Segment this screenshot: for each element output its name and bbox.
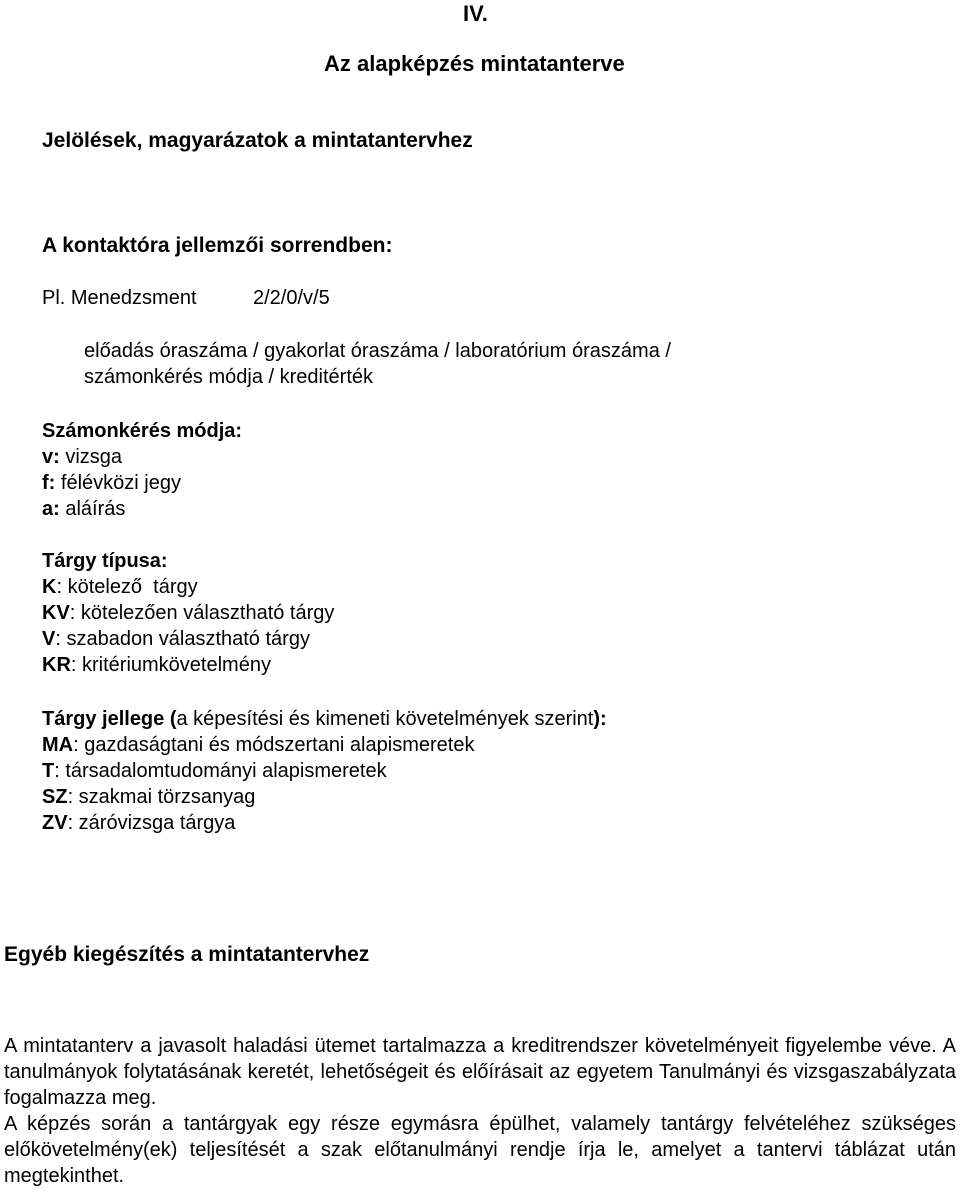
subject-nature-item: SZ: szakmai törzsanyag — [42, 786, 256, 808]
subject-nature-item: T: társadalomtudományi alapismeretek — [42, 760, 387, 782]
subject-type-section — [42, 548, 334, 678]
example-code: 2/2/0/v/5 — [253, 287, 330, 309]
subject-type-item: KV: kötelezően választható tárgy — [42, 602, 335, 624]
explanation-line-2: számonkérés módja / kreditérték — [84, 366, 374, 388]
chapter-number: IV. — [463, 1, 488, 26]
page-title: Az alapképzés mintatanterve — [324, 51, 625, 76]
assessment-section — [42, 418, 242, 522]
example-prefix: Pl. Menedzsment — [42, 287, 197, 309]
supplement-heading: Egyéb kiegészítés a mintatantervhez — [4, 943, 370, 966]
assessment-item: f: félévközi jegy — [42, 472, 181, 494]
subject-type-item: K: kötelező tárgy — [42, 576, 198, 598]
subject-nature-section — [42, 706, 607, 836]
subject-type-item: V: szabadon választható tárgy — [42, 628, 310, 650]
notation-heading: Jelölések, magyarázatok a mintatantervhez — [42, 129, 473, 152]
assessment-heading: Számonkérés módja: — [42, 420, 243, 442]
subject-nature-item: ZV: záróvizsga tárgya — [42, 812, 236, 834]
explanation-line-1: előadás óraszáma / gyakorlat óraszáma / laboratórium óraszáma / — [84, 340, 671, 362]
assessment-item: a: aláírás — [42, 498, 126, 520]
contact-hours-heading: A kontaktóra jellemzői sorrendben: — [42, 234, 393, 257]
subject-type-heading: Tárgy típusa: — [42, 550, 168, 572]
supplement-paragraph-1: A mintatanterv a javasolt haladási ütemet tartalmazza a kreditrendszer követelményeit figyelembe véve. A tanulmányok folytatásának keretét, lehetőségeit és előírásait az egyetem Tanulmányi és vizsgaszabályzata fogalmazza meg. — [4, 1035, 956, 1109]
subject-nature-heading: Tárgy jellege (a képesítési és kimeneti követelmények szerint): — [42, 708, 607, 730]
subject-type-item: KR: kritériumkövetelmény — [42, 654, 271, 676]
subject-nature-item: MA: gazdaságtani és módszertani alapismeretek — [42, 734, 475, 756]
supplement-paragraph-2: A képzés során a tantárgyak egy része egymásra épülhet, valamely tantárgy felvételéhez szükséges előkövetelmény(ek) teljesítését a szak előtanulmányi rendje írja le, amelyet a tantervi táblázat után megtekinthet. — [4, 1113, 956, 1187]
assessment-item: v: vizsga — [42, 446, 123, 468]
